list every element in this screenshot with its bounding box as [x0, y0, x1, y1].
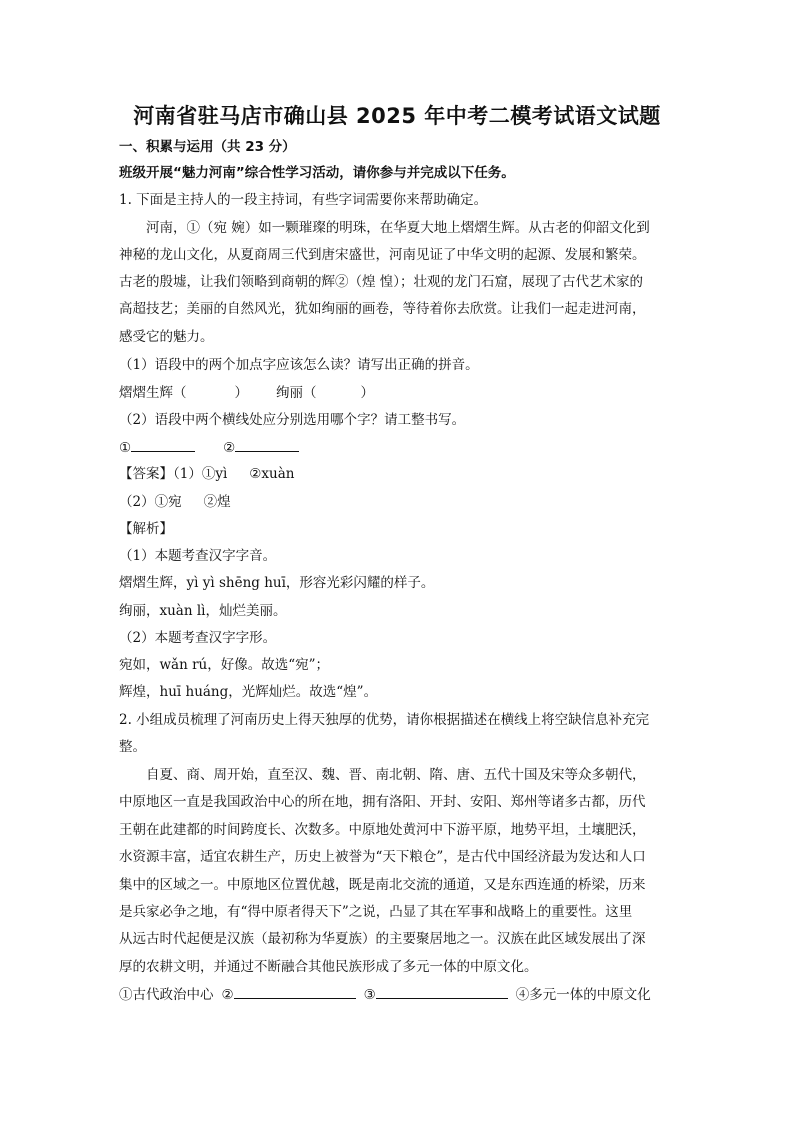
analysis-line: （1）本题考查汉字字音。: [119, 548, 277, 564]
page-title: 河南省驻马店市确山县 2025 年中考二模考试语文试题: [133, 104, 661, 128]
question-2-stem: 2. 小组成员梳理了河南历史上得天独厚的优势，请你根据描述在横线上将空缺信息补充完: [119, 712, 650, 728]
question-2-stem-cont: 整。: [119, 739, 146, 755]
fill-blank-3[interactable]: [376, 985, 508, 999]
q1-sub1-blanks: [119, 384, 374, 402]
fill-item-4: ④多元一体的中原文化: [515, 987, 651, 1003]
blank-b-label: 绚丽（: [276, 385, 317, 401]
analysis-line: 熠熠生辉，yì yì shēng huī，形容光彩闪耀的样子。: [119, 575, 435, 591]
answer-2a: （2）①宛: [119, 494, 182, 510]
q1-sub2-blanks: [119, 438, 299, 457]
q2-passage-line: 水资源丰富，适宜农耕生产，历史上被誉为“天下粮仓”，是古代中国经济最为发达和人口: [119, 849, 646, 865]
analysis-line: 绚丽，xuàn lì，灿烂美丽。: [119, 603, 287, 619]
q1-passage-line: 高超技艺；美丽的自然风光，犹如绚丽的画卷，等待着你去欣赏。让我们一起走进河南，: [119, 301, 646, 317]
q1-sub2: （2）语段中两个横线处应分别选用哪个字？请工整书写。: [119, 412, 466, 428]
fill-blank-2[interactable]: [234, 985, 356, 999]
answer-line-2: [119, 493, 231, 511]
mark-2: ②: [223, 440, 236, 456]
answer-blank-2[interactable]: [235, 438, 299, 452]
q1-passage-line: 感受它的魅力。: [119, 329, 214, 345]
q2-passage-line: 自夏、商、周开始，直至汉、魏、晋、南北朝、隋、唐、五代十国及宋等众多朝代，: [146, 767, 646, 783]
q1-passage-line: 古老的殷墟，让我们领略到商朝的辉②（煌 惶）；壮观的龙门石窟，展现了古代艺术家的: [119, 274, 644, 290]
answer-label: 【答案】: [119, 466, 173, 482]
q2-passage-line: 从远古时代起便是汉族（最初称为华夏族）的主要聚居地之一。汉族在此区域发展出了深: [119, 931, 646, 947]
answer-blank-1[interactable]: [131, 438, 195, 452]
q2-passage-line: 集中的区域之一。中原地区位置优越，既是南北交流的通道，又是东西连通的桥梁，历来: [119, 877, 646, 893]
answer-2b: ②煌: [203, 494, 231, 510]
q2-passage-line: 厚的农耕文明，并通过不断融合其他民族形成了多元一体的中原文化。: [119, 959, 538, 975]
analysis-line: （2）本题考查汉字字形。: [119, 630, 277, 646]
blank-a-end: ）: [234, 385, 248, 401]
fill-item-1: ①古代政治中心: [119, 987, 214, 1003]
answer-1b: ②xuàn: [249, 466, 295, 482]
question-1-stem: 1. 下面是主持人的一段主持词，有些字词需要你来帮助确定。: [119, 192, 488, 208]
analysis-line: 宛如，wǎn rú，好像。故选“宛”；: [119, 657, 330, 673]
section-instruction: 班级开展“魅力河南”综合性学习活动，请你参与并完成以下任务。: [119, 165, 515, 181]
section-heading: 一、积累与运用（共 23 分）: [119, 139, 296, 155]
analysis-line: 辉煌，huī huáng，光辉灿烂。故选“煌”。: [119, 684, 378, 700]
q1-sub1: （1）语段中的两个加点字应该怎么读？请写出正确的拼音。: [119, 357, 479, 373]
q2-passage-line: 王朝在此建都的时间跨度长、次数多。中原地处黄河中下游平原，地势平坦，土壤肥沃，: [119, 822, 646, 838]
answer-1a: （1）①yì: [173, 466, 228, 482]
fill-item-3-mark: ③: [363, 987, 376, 1003]
q2-fill-row: [119, 985, 651, 1004]
q2-passage-line: 是兵家必争之地，有“得中原者得天下”之说，凸显了其在军事和战略上的重要性。这里: [119, 904, 633, 920]
mark-1: ①: [119, 440, 132, 456]
q1-passage-line: 神秘的龙山文化，从夏商周三代到唐宋盛世，河南见证了中华文明的起源、发展和繁荣。: [119, 247, 646, 263]
blank-b-end: ）: [360, 385, 374, 401]
analysis-label: 【解析】: [119, 521, 173, 537]
blank-a-label: 熠熠生辉（: [119, 385, 187, 401]
q2-passage-line: 中原地区一直是我国政治中心的所在地，拥有洛阳、开封、安阳、郑州等诸多古都，历代: [119, 794, 646, 810]
fill-item-2-mark: ②: [221, 987, 234, 1003]
answer-line-1: [119, 465, 294, 483]
q1-passage-line: 河南，①（宛 婉）如一颗璀璨的明珠，在华夏大地上熠熠生辉。从古老的仰韶文化到: [146, 220, 650, 236]
